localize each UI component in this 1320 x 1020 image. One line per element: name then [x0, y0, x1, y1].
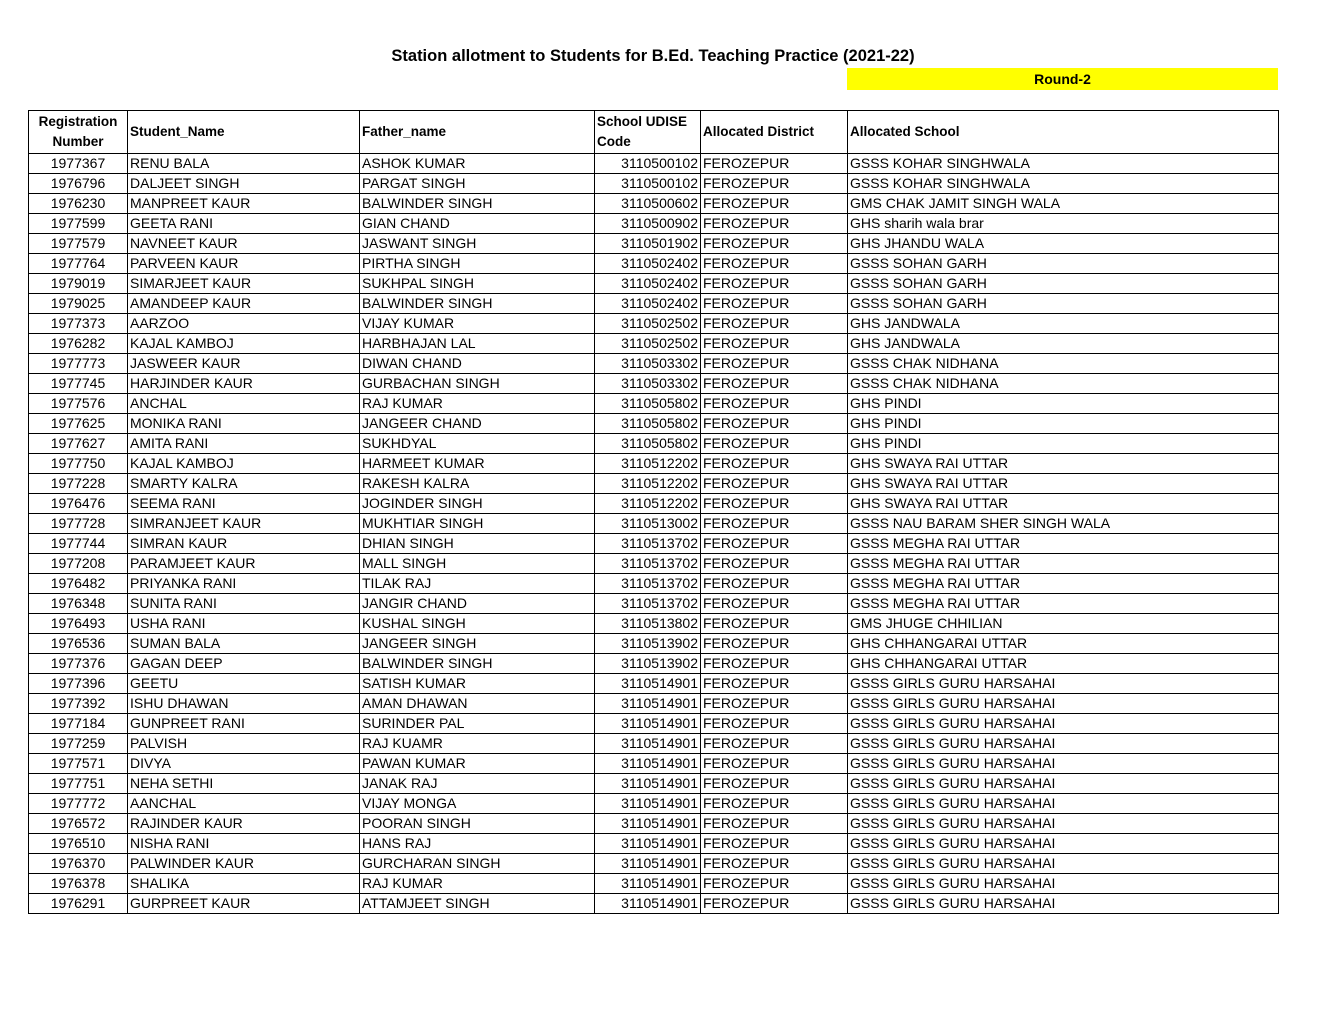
cell-udise-code: 3110513702: [595, 594, 701, 614]
cell-registration-number: 1977367: [29, 154, 128, 174]
cell-student-name: DIVYA: [128, 754, 360, 774]
cell-udise-code: 3110502402: [595, 274, 701, 294]
cell-father-name: POORAN SINGH: [360, 814, 595, 834]
cell-father-name: SATISH KUMAR: [360, 674, 595, 694]
cell-udise-code: 3110500602: [595, 194, 701, 214]
cell-udise-code: 3110514901: [595, 854, 701, 874]
cell-father-name: HARBHAJAN LAL: [360, 334, 595, 354]
cell-student-name: PARAMJEET KAUR: [128, 554, 360, 574]
document-title: Station allotment to Students for B.Ed. Teaching Practice (2021-22): [391, 47, 915, 65]
cell-udise-code: 3110512202: [595, 474, 701, 494]
cell-student-name: MANPREET KAUR: [128, 194, 360, 214]
cell-father-name: DHIAN SINGH: [360, 534, 595, 554]
cell-district: FEROZEPUR: [701, 574, 848, 594]
cell-student-name: SIMRAN KAUR: [128, 534, 360, 554]
cell-district: FEROZEPUR: [701, 874, 848, 894]
cell-registration-number: 1977396: [29, 674, 128, 694]
cell-school: GHS sharih wala brar: [848, 214, 1279, 234]
cell-registration-number: 1976291: [29, 894, 128, 914]
cell-udise-code: 3110500102: [595, 154, 701, 174]
cell-udise-code: 3110514901: [595, 814, 701, 834]
cell-school: GSSS MEGHA RAI UTTAR: [848, 554, 1279, 574]
cell-udise-code: 3110502402: [595, 294, 701, 314]
cell-udise-code: 3110512202: [595, 454, 701, 474]
cell-udise-code: 3110500102: [595, 174, 701, 194]
cell-student-name: RENU BALA: [128, 154, 360, 174]
table-row: [29, 574, 1279, 594]
header-udise-line2: Code: [597, 134, 631, 149]
cell-registration-number: 1977750: [29, 454, 128, 474]
cell-father-name: RAKESH KALRA: [360, 474, 595, 494]
table-row: [29, 394, 1279, 414]
cell-registration-number: 1977764: [29, 254, 128, 274]
cell-father-name: GIAN CHAND: [360, 214, 595, 234]
cell-school: GSSS CHAK NIDHANA: [848, 354, 1279, 374]
cell-student-name: GURPREET KAUR: [128, 894, 360, 914]
cell-registration-number: 1977259: [29, 734, 128, 754]
cell-student-name: PARVEEN KAUR: [128, 254, 360, 274]
cell-registration-number: 1977208: [29, 554, 128, 574]
cell-student-name: GEETU: [128, 674, 360, 694]
cell-school: GSSS MEGHA RAI UTTAR: [848, 534, 1279, 554]
cell-district: FEROZEPUR: [701, 494, 848, 514]
cell-registration-number: 1977773: [29, 354, 128, 374]
table-row: [29, 594, 1279, 614]
table-row: [29, 874, 1279, 894]
cell-school: GSSS GIRLS GURU HARSAHAI: [848, 794, 1279, 814]
cell-school: GHS PINDI: [848, 434, 1279, 454]
cell-student-name: KAJAL KAMBOJ: [128, 454, 360, 474]
cell-school: GSSS GIRLS GURU HARSAHAI: [848, 754, 1279, 774]
cell-registration-number: 1976796: [29, 174, 128, 194]
cell-district: FEROZEPUR: [701, 594, 848, 614]
cell-registration-number: 1976493: [29, 614, 128, 634]
cell-registration-number: 1977571: [29, 754, 128, 774]
cell-district: FEROZEPUR: [701, 414, 848, 434]
cell-father-name: GURBACHAN SINGH: [360, 374, 595, 394]
table-row: [29, 154, 1279, 174]
cell-district: FEROZEPUR: [701, 314, 848, 334]
cell-registration-number: 1977745: [29, 374, 128, 394]
cell-udise-code: 3110514901: [595, 874, 701, 894]
cell-school: GMS CHAK JAMIT SINGH WALA: [848, 194, 1279, 214]
cell-father-name: BALWINDER SINGH: [360, 194, 595, 214]
table-row: [29, 794, 1279, 814]
table-row: [29, 514, 1279, 534]
cell-registration-number: 1977627: [29, 434, 128, 454]
cell-registration-number: 1976348: [29, 594, 128, 614]
cell-registration-number: 1976370: [29, 854, 128, 874]
cell-district: FEROZEPUR: [701, 474, 848, 494]
cell-school: GHS CHHANGARAI UTTAR: [848, 634, 1279, 654]
cell-udise-code: 3110505802: [595, 434, 701, 454]
cell-udise-code: 3110500902: [595, 214, 701, 234]
table-row: [29, 494, 1279, 514]
cell-district: FEROZEPUR: [701, 214, 848, 234]
cell-student-name: SUNITA RANI: [128, 594, 360, 614]
cell-father-name: JANGEER SINGH: [360, 634, 595, 654]
table-row: [29, 754, 1279, 774]
cell-registration-number: 1979025: [29, 294, 128, 314]
cell-father-name: SURINDER PAL: [360, 714, 595, 734]
cell-school: GSSS MEGHA RAI UTTAR: [848, 574, 1279, 594]
cell-father-name: MUKHTIAR SINGH: [360, 514, 595, 534]
cell-student-name: NISHA RANI: [128, 834, 360, 854]
header-father-name: Father_name: [360, 111, 595, 154]
cell-student-name: SUMAN BALA: [128, 634, 360, 654]
cell-school: GSSS CHAK NIDHANA: [848, 374, 1279, 394]
cell-district: FEROZEPUR: [701, 434, 848, 454]
table-row: [29, 734, 1279, 754]
cell-district: FEROZEPUR: [701, 734, 848, 754]
cell-district: FEROZEPUR: [701, 694, 848, 714]
cell-district: FEROZEPUR: [701, 174, 848, 194]
table-row: [29, 294, 1279, 314]
cell-udise-code: 3110505802: [595, 414, 701, 434]
cell-district: FEROZEPUR: [701, 374, 848, 394]
header-reg-line2: Number: [52, 134, 104, 149]
table-row: [29, 674, 1279, 694]
cell-student-name: GAGAN DEEP: [128, 654, 360, 674]
cell-student-name: SIMARJEET KAUR: [128, 274, 360, 294]
cell-father-name: RAJ KUAMR: [360, 734, 595, 754]
cell-school: GHS JANDWALA: [848, 334, 1279, 354]
cell-student-name: GEETA RANI: [128, 214, 360, 234]
cell-student-name: SIMRANJEET KAUR: [128, 514, 360, 534]
cell-father-name: VIJAY MONGA: [360, 794, 595, 814]
cell-udise-code: 3110514901: [595, 674, 701, 694]
table-row: [29, 374, 1279, 394]
cell-district: FEROZEPUR: [701, 674, 848, 694]
cell-school: GHS JANDWALA: [848, 314, 1279, 334]
cell-district: FEROZEPUR: [701, 454, 848, 474]
cell-registration-number: 1976476: [29, 494, 128, 514]
cell-udise-code: 3110505802: [595, 394, 701, 414]
cell-school: GHS PINDI: [848, 394, 1279, 414]
cell-father-name: SUKHPAL SINGH: [360, 274, 595, 294]
cell-school: GSSS KOHAR SINGHWALA: [848, 154, 1279, 174]
cell-father-name: GURCHARAN SINGH: [360, 854, 595, 874]
cell-school: GSSS GIRLS GURU HARSAHAI: [848, 854, 1279, 874]
cell-registration-number: 1977579: [29, 234, 128, 254]
cell-registration-number: 1977744: [29, 534, 128, 554]
cell-registration-number: 1976378: [29, 874, 128, 894]
header-allocated-school: Allocated School: [848, 111, 1279, 154]
cell-school: GHS CHHANGARAI UTTAR: [848, 654, 1279, 674]
cell-father-name: RAJ KUMAR: [360, 874, 595, 894]
header-student-name: Student_Name: [128, 111, 360, 154]
cell-udise-code: 3110513702: [595, 554, 701, 574]
cell-father-name: JANGEER CHAND: [360, 414, 595, 434]
cell-udise-code: 3110514901: [595, 754, 701, 774]
table-row: [29, 554, 1279, 574]
header-reg-line1: Registration: [38, 114, 118, 129]
table-row: [29, 634, 1279, 654]
table-row: [29, 454, 1279, 474]
cell-registration-number: 1977373: [29, 314, 128, 334]
cell-school: GSSS GIRLS GURU HARSAHAI: [848, 774, 1279, 794]
cell-father-name: PIRTHA SINGH: [360, 254, 595, 274]
round-label: Round-2: [847, 68, 1278, 90]
cell-district: FEROZEPUR: [701, 294, 848, 314]
cell-registration-number: 1976230: [29, 194, 128, 214]
cell-student-name: SHALIKA: [128, 874, 360, 894]
cell-father-name: JOGINDER SINGH: [360, 494, 595, 514]
cell-school: GSSS GIRLS GURU HARSAHAI: [848, 834, 1279, 854]
header-row: [29, 111, 1279, 154]
cell-school: GMS JHUGE CHHILIAN: [848, 614, 1279, 634]
cell-udise-code: 3110513002: [595, 514, 701, 534]
table-row: [29, 614, 1279, 634]
header-allocated-district: Allocated District: [701, 111, 848, 154]
cell-student-name: USHA RANI: [128, 614, 360, 634]
cell-district: FEROZEPUR: [701, 614, 848, 634]
header-registration-number: [29, 111, 128, 154]
cell-registration-number: 1977376: [29, 654, 128, 674]
cell-udise-code: 3110502502: [595, 334, 701, 354]
cell-district: FEROZEPUR: [701, 254, 848, 274]
table-row: [29, 414, 1279, 434]
cell-registration-number: 1977576: [29, 394, 128, 414]
cell-udise-code: 3110501902: [595, 234, 701, 254]
cell-student-name: HARJINDER KAUR: [128, 374, 360, 394]
cell-school: GSSS GIRLS GURU HARSAHAI: [848, 894, 1279, 914]
cell-udise-code: 3110512202: [595, 494, 701, 514]
cell-school: GHS SWAYA RAI UTTAR: [848, 474, 1279, 494]
cell-school: GSSS GIRLS GURU HARSAHAI: [848, 674, 1279, 694]
cell-school: GSSS GIRLS GURU HARSAHAI: [848, 734, 1279, 754]
cell-udise-code: 3110503302: [595, 354, 701, 374]
cell-district: FEROZEPUR: [701, 274, 848, 294]
cell-udise-code: 3110513702: [595, 534, 701, 554]
cell-udise-code: 3110514901: [595, 714, 701, 734]
cell-student-name: PALVISH: [128, 734, 360, 754]
cell-father-name: DIWAN CHAND: [360, 354, 595, 374]
cell-school: GHS SWAYA RAI UTTAR: [848, 494, 1279, 514]
cell-student-name: ANCHAL: [128, 394, 360, 414]
cell-district: FEROZEPUR: [701, 194, 848, 214]
cell-father-name: HARMEET KUMAR: [360, 454, 595, 474]
cell-father-name: ATTAMJEET SINGH: [360, 894, 595, 914]
cell-registration-number: 1977728: [29, 514, 128, 534]
cell-student-name: SMARTY KALRA: [128, 474, 360, 494]
cell-student-name: MONIKA RANI: [128, 414, 360, 434]
cell-udise-code: 3110514901: [595, 774, 701, 794]
cell-student-name: PRIYANKA RANI: [128, 574, 360, 594]
cell-udise-code: 3110502502: [595, 314, 701, 334]
cell-father-name: ASHOK KUMAR: [360, 154, 595, 174]
table-row: [29, 714, 1279, 734]
cell-school: GHS SWAYA RAI UTTAR: [848, 454, 1279, 474]
table-row: [29, 234, 1279, 254]
cell-student-name: AMANDEEP KAUR: [128, 294, 360, 314]
cell-student-name: KAJAL KAMBOJ: [128, 334, 360, 354]
cell-father-name: MALL SINGH: [360, 554, 595, 574]
cell-district: FEROZEPUR: [701, 514, 848, 534]
cell-father-name: PARGAT SINGH: [360, 174, 595, 194]
cell-student-name: SEEMA RANI: [128, 494, 360, 514]
cell-father-name: SUKHDYAL: [360, 434, 595, 454]
cell-father-name: JANAK RAJ: [360, 774, 595, 794]
cell-registration-number: 1979019: [29, 274, 128, 294]
cell-student-name: AMITA RANI: [128, 434, 360, 454]
cell-student-name: NEHA SETHI: [128, 774, 360, 794]
cell-udise-code: 3110513902: [595, 634, 701, 654]
table-row: [29, 174, 1279, 194]
cell-udise-code: 3110513702: [595, 574, 701, 594]
cell-district: FEROZEPUR: [701, 234, 848, 254]
cell-father-name: BALWINDER SINGH: [360, 654, 595, 674]
cell-udise-code: 3110502402: [595, 254, 701, 274]
cell-father-name: JANGIR CHAND: [360, 594, 595, 614]
cell-district: FEROZEPUR: [701, 774, 848, 794]
cell-district: FEROZEPUR: [701, 754, 848, 774]
cell-father-name: BALWINDER SINGH: [360, 294, 595, 314]
cell-udise-code: 3110513902: [595, 654, 701, 674]
table-row: [29, 534, 1279, 554]
cell-student-name: JASWEER KAUR: [128, 354, 360, 374]
cell-udise-code: 3110514901: [595, 694, 701, 714]
allotment-table: [28, 110, 1279, 914]
cell-father-name: RAJ KUMAR: [360, 394, 595, 414]
table-row: [29, 314, 1279, 334]
cell-district: FEROZEPUR: [701, 354, 848, 374]
cell-father-name: PAWAN KUMAR: [360, 754, 595, 774]
cell-district: FEROZEPUR: [701, 634, 848, 654]
cell-district: FEROZEPUR: [701, 854, 848, 874]
cell-district: FEROZEPUR: [701, 154, 848, 174]
table-row: [29, 274, 1279, 294]
cell-school: GHS JHANDU WALA: [848, 234, 1279, 254]
cell-district: FEROZEPUR: [701, 534, 848, 554]
cell-student-name: ISHU DHAWAN: [128, 694, 360, 714]
cell-udise-code: 3110514901: [595, 834, 701, 854]
cell-school: GSSS SOHAN GARH: [848, 274, 1279, 294]
cell-student-name: PALWINDER KAUR: [128, 854, 360, 874]
table-row: [29, 334, 1279, 354]
cell-registration-number: 1976510: [29, 834, 128, 854]
cell-district: FEROZEPUR: [701, 894, 848, 914]
cell-district: FEROZEPUR: [701, 834, 848, 854]
cell-registration-number: 1976482: [29, 574, 128, 594]
cell-father-name: AMAN DHAWAN: [360, 694, 595, 714]
table-row: [29, 894, 1279, 914]
cell-registration-number: 1977625: [29, 414, 128, 434]
cell-student-name: DALJEET SINGH: [128, 174, 360, 194]
cell-udise-code: 3110503302: [595, 374, 701, 394]
cell-school: GSSS GIRLS GURU HARSAHAI: [848, 814, 1279, 834]
cell-district: FEROZEPUR: [701, 654, 848, 674]
cell-district: FEROZEPUR: [701, 714, 848, 734]
cell-district: FEROZEPUR: [701, 794, 848, 814]
table-row: [29, 774, 1279, 794]
cell-registration-number: 1977392: [29, 694, 128, 714]
cell-udise-code: 3110514901: [595, 734, 701, 754]
table-row: [29, 814, 1279, 834]
cell-district: FEROZEPUR: [701, 814, 848, 834]
cell-district: FEROZEPUR: [701, 334, 848, 354]
cell-father-name: KUSHAL SINGH: [360, 614, 595, 634]
cell-school: GSSS SOHAN GARH: [848, 254, 1279, 274]
cell-school: GSSS MEGHA RAI UTTAR: [848, 594, 1279, 614]
cell-school: GSSS NAU BARAM SHER SINGH WALA: [848, 514, 1279, 534]
table-row: [29, 474, 1279, 494]
table-row: [29, 854, 1279, 874]
cell-school: GSSS GIRLS GURU HARSAHAI: [848, 874, 1279, 894]
cell-student-name: GUNPREET RANI: [128, 714, 360, 734]
cell-registration-number: 1977772: [29, 794, 128, 814]
cell-registration-number: 1977228: [29, 474, 128, 494]
cell-district: FEROZEPUR: [701, 554, 848, 574]
cell-udise-code: 3110513802: [595, 614, 701, 634]
table-row: [29, 834, 1279, 854]
table-row: [29, 254, 1279, 274]
cell-school: GSSS KOHAR SINGHWALA: [848, 174, 1279, 194]
table-row: [29, 654, 1279, 674]
cell-registration-number: 1977599: [29, 214, 128, 234]
table-row: [29, 434, 1279, 454]
cell-father-name: HANS RAJ: [360, 834, 595, 854]
cell-registration-number: 1976282: [29, 334, 128, 354]
cell-student-name: NAVNEET KAUR: [128, 234, 360, 254]
cell-student-name: AARZOO: [128, 314, 360, 334]
cell-father-name: TILAK RAJ: [360, 574, 595, 594]
table-row: [29, 354, 1279, 374]
cell-student-name: AANCHAL: [128, 794, 360, 814]
cell-district: FEROZEPUR: [701, 394, 848, 414]
cell-school: GSSS GIRLS GURU HARSAHAI: [848, 714, 1279, 734]
cell-father-name: VIJAY KUMAR: [360, 314, 595, 334]
cell-registration-number: 1977184: [29, 714, 128, 734]
cell-school: GHS PINDI: [848, 414, 1279, 434]
header-udise-code: [595, 111, 701, 154]
cell-registration-number: 1976572: [29, 814, 128, 834]
cell-udise-code: 3110514901: [595, 894, 701, 914]
table-row: [29, 694, 1279, 714]
cell-registration-number: 1977751: [29, 774, 128, 794]
cell-registration-number: 1976536: [29, 634, 128, 654]
cell-school: GSSS GIRLS GURU HARSAHAI: [848, 694, 1279, 714]
cell-school: GSSS SOHAN GARH: [848, 294, 1279, 314]
cell-udise-code: 3110514901: [595, 794, 701, 814]
table-row: [29, 214, 1279, 234]
header-udise-line1: School UDISE: [597, 114, 688, 129]
cell-father-name: JASWANT SINGH: [360, 234, 595, 254]
cell-student-name: RAJINDER KAUR: [128, 814, 360, 834]
table-row: [29, 194, 1279, 214]
